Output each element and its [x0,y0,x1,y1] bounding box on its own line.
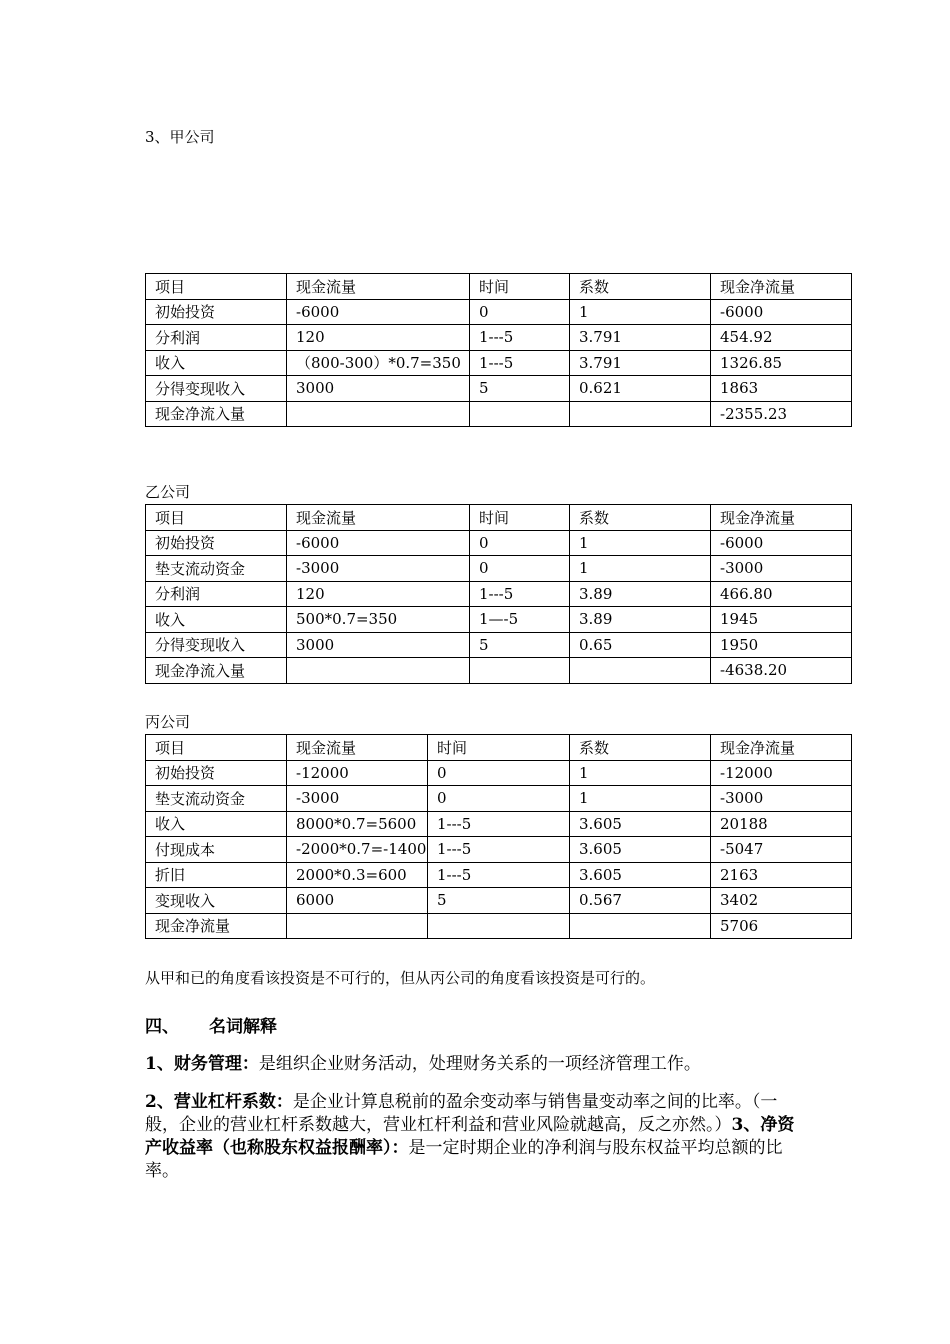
table-cell: 0 [470,556,570,582]
table-cell: 垫支流动资金 [146,786,287,812]
table-cell: -3000 [711,556,852,582]
table-cell: 1---5 [428,811,570,837]
table-row [146,505,852,531]
terms-paragraph [145,1091,805,1183]
table-cell: -3000 [287,786,428,812]
term-definition: 是企业计算息税前的盈余变动率与销售量变动率之间的比率。（一般，企业的营业杠杆系数越大，营业杠杆利益和营业风险就越高，反之亦然。） [145,1092,778,1135]
table-company-a [145,273,852,427]
table-cell: 分得变现收入 [146,632,287,658]
table-cell: 0 [428,786,570,812]
section-title: 名词解释 [209,1017,277,1037]
table-cell: 0 [428,760,570,786]
table-cell: 5706 [711,913,852,939]
table-cell: 3.791 [570,325,711,351]
table-row [146,811,852,837]
section-4-heading [145,1016,277,1039]
table-cell: 3.605 [570,862,711,888]
table-cell: 5 [470,376,570,402]
term-financial-management [145,1053,851,1076]
table-cell: 1---5 [470,581,570,607]
table-company-b [145,504,852,684]
table-cell [470,658,570,684]
table-cell: 初始投资 [146,530,287,556]
table-cell: 1---5 [470,350,570,376]
table-cell: 时间 [470,274,570,300]
table-cell: 1950 [711,632,852,658]
table-cell: -2355.23 [711,401,852,427]
table-cell [287,401,470,427]
table-cell: 付现成本 [146,837,287,863]
table-cell: 3402 [711,888,852,914]
table-cell: 现金净流入量 [146,658,287,684]
table-cell: 收入 [146,607,287,633]
table-cell: 分得变现收入 [146,376,287,402]
table-cell: 1 [570,530,711,556]
table-cell: 收入 [146,350,287,376]
table-cell [428,913,570,939]
table-cell: 3.605 [570,811,711,837]
heading-company-a: 3、甲公司 [145,128,215,146]
table-cell: 1 [570,299,711,325]
table-cell: 1 [570,760,711,786]
table-row [146,658,852,684]
table-row [146,735,852,761]
table-cell: 3.605 [570,837,711,863]
table-cell: 1945 [711,607,852,633]
table-cell: 6000 [287,888,428,914]
table-cell: 3000 [287,632,470,658]
table-cell: 项目 [146,735,287,761]
table-row [146,556,852,582]
table-cell: 项目 [146,505,287,531]
table-cell: 120 [287,581,470,607]
table-cell: 0 [470,299,570,325]
table-cell: 1 [570,786,711,812]
table-cell: -6000 [287,299,470,325]
table-cell: 1---5 [470,325,570,351]
table-row [146,325,852,351]
table-cell: 现金净流量 [711,505,852,531]
label-company-b: 乙公司 [145,483,191,501]
table-row [146,862,852,888]
section-number: 四、 [145,1017,179,1037]
table-cell: -2000*0.7=-1400 [287,837,428,863]
term-label: 1、财务管理： [145,1054,259,1074]
table-row [146,274,852,300]
table-cell: 收入 [146,811,287,837]
table-cell: 0 [470,530,570,556]
table-cell: 8000*0.7=5600 [287,811,428,837]
table-cell: 2163 [711,862,852,888]
table-cell: 项目 [146,274,287,300]
table-cell: 分利润 [146,581,287,607]
table-cell: 系数 [570,505,711,531]
table-cell: 1---5 [428,837,570,863]
table-cell: -4638.20 [711,658,852,684]
table-cell: 现金净流入量 [146,401,287,427]
table-cell [570,401,711,427]
table-row [146,376,852,402]
table-cell: 1863 [711,376,852,402]
table-cell: 时间 [470,505,570,531]
table-row [146,913,852,939]
term-label: 3、净资产收益率（也称股东权益报酬率）： [145,1115,795,1158]
table-row [146,401,852,427]
table-cell: 3.89 [570,581,711,607]
table-cell: 现金净流量 [711,735,852,761]
table-cell: -12000 [711,760,852,786]
table-cell: -6000 [711,530,852,556]
table-cell [570,913,711,939]
table-cell: 3000 [287,376,470,402]
table-cell: 现金流量 [287,505,470,531]
table-cell: 变现收入 [146,888,287,914]
table-cell: -6000 [711,299,852,325]
table-cell: 折旧 [146,862,287,888]
term-definition: 是一定时期企业的净利润与股东权益平均总额的比率。 [145,1138,783,1181]
table-cell: -3000 [711,786,852,812]
table-cell: 500*0.7=350 [287,607,470,633]
conclusion-text: 从甲和已的角度看该投资是不可行的，但从丙公司的角度看该投资是可行的。 [145,969,656,987]
table-cell: 5 [470,632,570,658]
table-cell: 454.92 [711,325,852,351]
table-cell: 现金流量 [287,274,470,300]
table-row [146,299,852,325]
table-company-c [145,734,852,939]
table-cell [570,658,711,684]
table-cell: 2000*0.3=600 [287,862,428,888]
table-row [146,530,852,556]
table-cell [287,658,470,684]
table-cell: 系数 [570,735,711,761]
table-cell: 120 [287,325,470,351]
table-row [146,350,852,376]
table-cell: 初始投资 [146,299,287,325]
table-row [146,837,852,863]
label-company-c: 丙公司 [145,713,191,731]
table-row [146,607,852,633]
table-cell: 分利润 [146,325,287,351]
table-row [146,632,852,658]
table-cell: -3000 [287,556,470,582]
table-cell: 1326.85 [711,350,852,376]
table-cell: 3.89 [570,607,711,633]
table-cell [287,913,428,939]
table-cell: -12000 [287,760,428,786]
table-cell: -6000 [287,530,470,556]
table-cell: 1—-5 [470,607,570,633]
table-cell: 466.80 [711,581,852,607]
table-row [146,888,852,914]
table-row [146,581,852,607]
table-cell: 3.791 [570,350,711,376]
table-cell: 现金净流量 [711,274,852,300]
table-cell: 1 [570,556,711,582]
table-row [146,760,852,786]
table-cell: 初始投资 [146,760,287,786]
table-cell: 0.567 [570,888,711,914]
table-cell: 0.65 [570,632,711,658]
table-cell: 20188 [711,811,852,837]
table-cell: 时间 [428,735,570,761]
table-cell: 5 [428,888,570,914]
table-cell: 现金流量 [287,735,428,761]
table-cell: 系数 [570,274,711,300]
table-cell: -5047 [711,837,852,863]
term-definition: 是组织企业财务活动，处理财务关系的一项经济管理工作。 [258,1054,701,1074]
term-label: 2、营业杠杆系数： [145,1092,293,1112]
table-cell: 垫支流动资金 [146,556,287,582]
table-cell: 1---5 [428,862,570,888]
table-row [146,786,852,812]
table-cell: 现金净流量 [146,913,287,939]
table-cell [470,401,570,427]
table-cell: 0.621 [570,376,711,402]
table-cell: （800-300）*0.7=350 [287,350,470,376]
